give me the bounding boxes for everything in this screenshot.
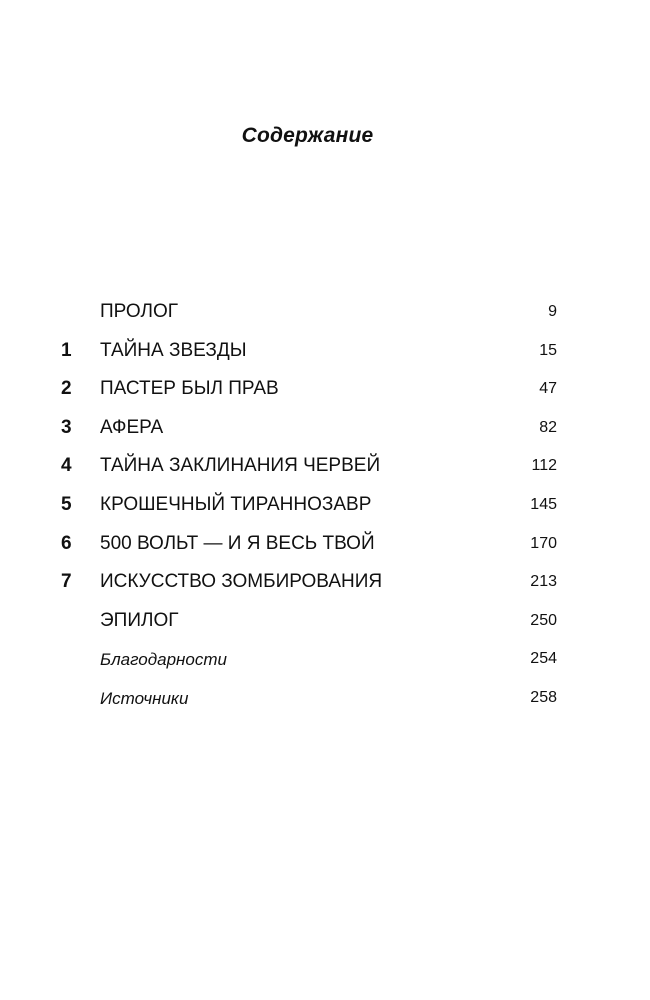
page-number: 82: [539, 418, 557, 436]
toc-entry[interactable]: [0, 294, 650, 333]
page-number: 9: [548, 303, 557, 320]
chapter-number: 2: [61, 378, 72, 400]
toc-entry[interactable]: [0, 603, 650, 642]
page-number: 254: [530, 650, 557, 668]
page-number: 112: [531, 457, 557, 475]
chapter-title: Благодарности: [100, 650, 227, 670]
page-number: 15: [539, 341, 557, 359]
page-number: 258: [530, 688, 557, 706]
toc-entry[interactable]: [0, 641, 650, 680]
chapter-title: ИСКУССТВО ЗОМБИРОВАНИЯ: [100, 571, 383, 593]
toc-entry[interactable]: [0, 410, 650, 449]
chapter-title: ПАСТЕР БЫЛ ПРАВ: [100, 378, 279, 400]
toc-entry[interactable]: [0, 448, 650, 487]
chapter-title: ТАЙНА ЗАКЛИНАНИЯ ЧЕРВЕЙ: [100, 455, 381, 477]
chapter-number: 7: [61, 571, 72, 593]
chapter-number: 1: [61, 339, 72, 361]
toc-entry[interactable]: [0, 526, 650, 565]
page-title: Содержание: [241, 124, 374, 147]
chapter-title: ЭПИЛОГ: [100, 609, 179, 631]
chapter-title: АФЕРА: [100, 416, 164, 438]
toc-entry[interactable]: [0, 371, 650, 410]
chapter-title: ПРОЛОГ: [100, 301, 179, 322]
toc-entry[interactable]: [0, 680, 650, 719]
toc-entry[interactable]: [0, 487, 650, 526]
chapter-title: ТАЙНА ЗВЕЗДЫ: [100, 339, 247, 361]
page-number: 170: [530, 534, 557, 552]
chapter-title: 500 ВОЛЬТ — И Я ВЕСЬ ТВОЙ: [100, 532, 375, 554]
toc-entry[interactable]: [0, 333, 650, 372]
chapter-title: КРОШЕЧНЫЙ ТИРАННОЗАВР: [100, 493, 372, 515]
page-number: 213: [530, 573, 557, 591]
page-number: 250: [530, 611, 557, 629]
toc-entry[interactable]: [0, 564, 650, 603]
page-number: 47: [539, 380, 557, 398]
chapter-number: 3: [61, 416, 72, 438]
chapter-number: 6: [61, 532, 72, 554]
chapter-title: Источники: [100, 688, 189, 708]
chapter-number: 5: [61, 493, 72, 515]
page-number: 145: [530, 495, 557, 513]
table-of-contents: [0, 294, 650, 719]
chapter-number: 4: [61, 455, 72, 477]
